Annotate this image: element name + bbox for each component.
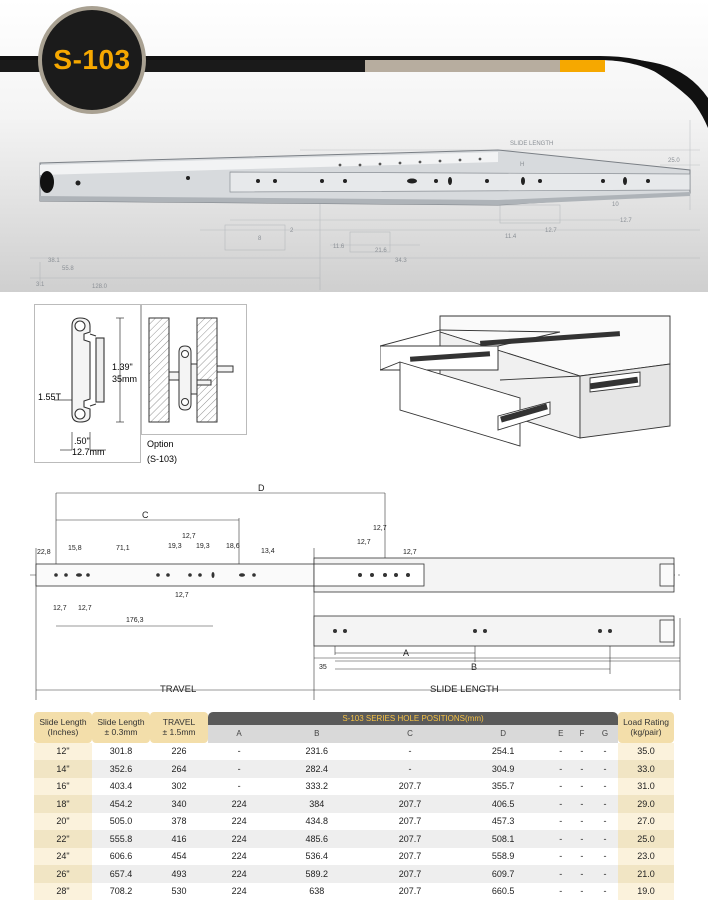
header-text: ± 1.5mm — [150, 727, 208, 737]
table-row — [34, 760, 674, 778]
table-cell: 340 — [150, 795, 208, 813]
model-badge — [38, 6, 146, 114]
model-title: S-103 — [53, 44, 130, 76]
table-cell: - — [572, 865, 592, 883]
table-cell: 28" — [34, 883, 92, 900]
table-cell: - — [592, 760, 618, 778]
table-cell: 555.8 — [92, 830, 150, 848]
bp-381: 38.1 — [48, 258, 60, 264]
width-in-label: .50" — [74, 436, 90, 446]
col-B: B — [270, 725, 363, 743]
table-cell: 505.0 — [92, 813, 150, 831]
table-cell: 224 — [208, 830, 270, 848]
table-cell: 558.9 — [457, 848, 550, 866]
hero-banner — [0, 0, 708, 292]
table-cell: - — [572, 760, 592, 778]
table-cell: 454.2 — [92, 795, 150, 813]
header-text: (kg/pair) — [618, 727, 674, 737]
height-mm-label: 35mm — [112, 374, 137, 384]
table-cell: 29.0 — [618, 795, 674, 813]
option-model: (S-103) — [147, 454, 177, 464]
technical-drawing — [30, 478, 690, 708]
table-cell: 21.0 — [618, 865, 674, 883]
table-cell: 207.7 — [363, 883, 456, 900]
table-cell: 224 — [208, 795, 270, 813]
table-cell: 24" — [34, 848, 92, 866]
table-cell: 31.0 — [618, 778, 674, 796]
header-text: (Inches) — [34, 727, 92, 737]
dim-127b: 12,7 — [53, 605, 67, 612]
dim-186: 18,6 — [226, 543, 240, 550]
table-cell: 302 — [150, 778, 208, 796]
table-cell: 22" — [34, 830, 92, 848]
bp-127b: 12.7 — [545, 228, 557, 234]
dim-127e: 12,7 — [373, 525, 387, 532]
bp-slide-length: SLIDE LENGTH — [510, 141, 553, 147]
table-cell: 16" — [34, 778, 92, 796]
table-cell: - — [550, 830, 572, 848]
table-cell: 33.0 — [618, 760, 674, 778]
table-cell: 25.0 — [618, 830, 674, 848]
table-cell: 224 — [208, 813, 270, 831]
slide-photo — [40, 150, 690, 205]
table-cell: 708.2 — [92, 883, 150, 900]
table-cell: 224 — [208, 848, 270, 866]
table-cell: 493 — [150, 865, 208, 883]
header-text: ± 0.3mm — [92, 727, 150, 737]
dim-711: 71,1 — [116, 545, 130, 552]
header-slide-length-in — [34, 712, 92, 743]
table-cell: - — [572, 795, 592, 813]
bp-558: 55.8 — [62, 266, 74, 272]
table-cell: - — [550, 778, 572, 796]
table-cell: - — [572, 778, 592, 796]
table-cell: - — [550, 760, 572, 778]
dim-A: A — [403, 648, 409, 658]
col-D: D — [457, 725, 550, 743]
option-label: Option — [147, 439, 174, 449]
col-E: E — [550, 725, 572, 743]
header-text: TRAVEL — [150, 717, 208, 727]
table-row — [34, 883, 674, 900]
table-cell: 35.0 — [618, 743, 674, 761]
table-cell: - — [592, 830, 618, 848]
col-A: A — [208, 725, 270, 743]
bp-114: 11.4 — [505, 234, 517, 240]
col-G: G — [592, 725, 618, 743]
bp-10: 10 — [612, 202, 619, 208]
bp-25: 25.0 — [668, 158, 680, 164]
table-cell: 403.4 — [92, 778, 150, 796]
dim-158: 15,8 — [68, 545, 82, 552]
bp-116: 11.6 — [333, 244, 345, 250]
table-cell: 301.8 — [92, 743, 150, 761]
table-cell: 660.5 — [457, 883, 550, 900]
table-cell: - — [572, 883, 592, 900]
col-C: C — [363, 725, 456, 743]
table-row — [34, 743, 674, 761]
bp-343: 34.3 — [395, 258, 407, 264]
table-cell: 14" — [34, 760, 92, 778]
bp-216: 21.6 — [375, 248, 387, 254]
table-cell: 606.6 — [92, 848, 150, 866]
table-cell: 609.7 — [457, 865, 550, 883]
dim-B: B — [471, 662, 477, 672]
table-cell: 384 — [270, 795, 363, 813]
table-body — [34, 743, 674, 900]
table-cell: - — [208, 743, 270, 761]
table-cell: 12" — [34, 743, 92, 761]
table-row — [34, 865, 674, 883]
dim-127g: 12,7 — [403, 549, 417, 556]
table-cell: - — [363, 743, 456, 761]
header-series: S-103 SERIES HOLE POSITIONS(mm) — [208, 712, 618, 725]
table-cell: 207.7 — [363, 830, 456, 848]
height-in-label: 1.39" — [112, 362, 133, 372]
dim-193a: 19,3 — [168, 543, 182, 550]
table-cell: 224 — [208, 883, 270, 900]
table-cell: - — [550, 848, 572, 866]
table-cell: - — [208, 760, 270, 778]
dim-228: 22,8 — [37, 549, 51, 556]
dim-193b: 19,3 — [196, 543, 210, 550]
thickness-label: 1.55T — [38, 392, 62, 402]
table-cell: - — [592, 813, 618, 831]
table-cell: 207.7 — [363, 795, 456, 813]
dim-35: 35 — [319, 664, 327, 671]
header-text: Slide Length — [92, 717, 150, 727]
table-cell: 434.8 — [270, 813, 363, 831]
table-cell: 231.6 — [270, 743, 363, 761]
dim-C: C — [142, 510, 149, 520]
table-cell: 224 — [208, 865, 270, 883]
table-cell: 26" — [34, 865, 92, 883]
col-F: F — [572, 725, 592, 743]
table-cell: 23.0 — [618, 848, 674, 866]
table-cell: 657.4 — [92, 865, 150, 883]
table-row — [34, 795, 674, 813]
table-cell: 457.3 — [457, 813, 550, 831]
travel-label: TRAVEL — [160, 684, 196, 695]
bp-h: H — [520, 162, 524, 168]
dim-127a: 12,7 — [182, 533, 196, 540]
table-cell: - — [572, 848, 592, 866]
table-row — [34, 848, 674, 866]
table-cell: - — [572, 830, 592, 848]
table-cell: - — [572, 743, 592, 761]
bp-128: 128.0 — [92, 284, 108, 290]
dim-D: D — [258, 483, 265, 493]
table-cell: 352.6 — [92, 760, 150, 778]
table-cell: 282.4 — [270, 760, 363, 778]
table-header-row — [34, 712, 674, 725]
table-cell: 27.0 — [618, 813, 674, 831]
table-cell: - — [550, 743, 572, 761]
table-cell: - — [592, 778, 618, 796]
bp-2: 2 — [290, 228, 294, 234]
table-cell: 207.7 — [363, 865, 456, 883]
table-cell: 19.0 — [618, 883, 674, 900]
table-cell: 355.7 — [457, 778, 550, 796]
bp-31: 3.1 — [36, 282, 45, 288]
table-cell: 207.7 — [363, 848, 456, 866]
width-mm-label: 12.7mm — [72, 447, 105, 457]
table-row — [34, 813, 674, 831]
table-cell: 406.5 — [457, 795, 550, 813]
table-cell: 304.9 — [457, 760, 550, 778]
table-cell: - — [592, 883, 618, 900]
header-load — [618, 712, 674, 743]
header-text: Slide Length — [34, 717, 92, 727]
table-cell: 378 — [150, 813, 208, 831]
table-cell: - — [550, 865, 572, 883]
table-cell: 416 — [150, 830, 208, 848]
table-cell: - — [592, 743, 618, 761]
table-cell: - — [208, 778, 270, 796]
table-cell: 454 — [150, 848, 208, 866]
table-cell: - — [592, 795, 618, 813]
table-cell: 638 — [270, 883, 363, 900]
dim-127c: 12,7 — [78, 605, 92, 612]
table-cell: 20" — [34, 813, 92, 831]
table-cell: 589.2 — [270, 865, 363, 883]
dim-1763: 176,3 — [126, 617, 144, 624]
table-cell: - — [550, 883, 572, 900]
table-cell: - — [592, 865, 618, 883]
table-cell: - — [550, 795, 572, 813]
drawer-installation-illustration — [380, 306, 680, 456]
table-cell: 264 — [150, 760, 208, 778]
table-cell: 18" — [34, 795, 92, 813]
table-cell: 508.1 — [457, 830, 550, 848]
option-diagram — [141, 304, 261, 474]
hole-positions-table — [34, 712, 674, 900]
table-cell: 485.6 — [270, 830, 363, 848]
header-slide-length-mm — [92, 712, 150, 743]
table-row — [34, 830, 674, 848]
table-cell: - — [550, 813, 572, 831]
header-travel — [150, 712, 208, 743]
bp-8: 8 — [258, 236, 262, 242]
slide-length-label: SLIDE LENGTH — [430, 684, 499, 695]
header-text: Load Rating — [618, 717, 674, 727]
dim-127d: 12,7 — [175, 592, 189, 599]
table-cell: 536.4 — [270, 848, 363, 866]
table-cell: - — [572, 813, 592, 831]
table-cell: 207.7 — [363, 778, 456, 796]
table-cell: - — [363, 760, 456, 778]
table-cell: 207.7 — [363, 813, 456, 831]
table-cell: 226 — [150, 743, 208, 761]
table-cell: 254.1 — [457, 743, 550, 761]
table-cell: - — [592, 848, 618, 866]
bp-127: 12.7 — [620, 218, 632, 224]
dim-127f: 12,7 — [357, 539, 371, 546]
dim-134: 13,4 — [261, 548, 275, 555]
table-cell: 530 — [150, 883, 208, 900]
table-row — [34, 778, 674, 796]
table-cell: 333.2 — [270, 778, 363, 796]
